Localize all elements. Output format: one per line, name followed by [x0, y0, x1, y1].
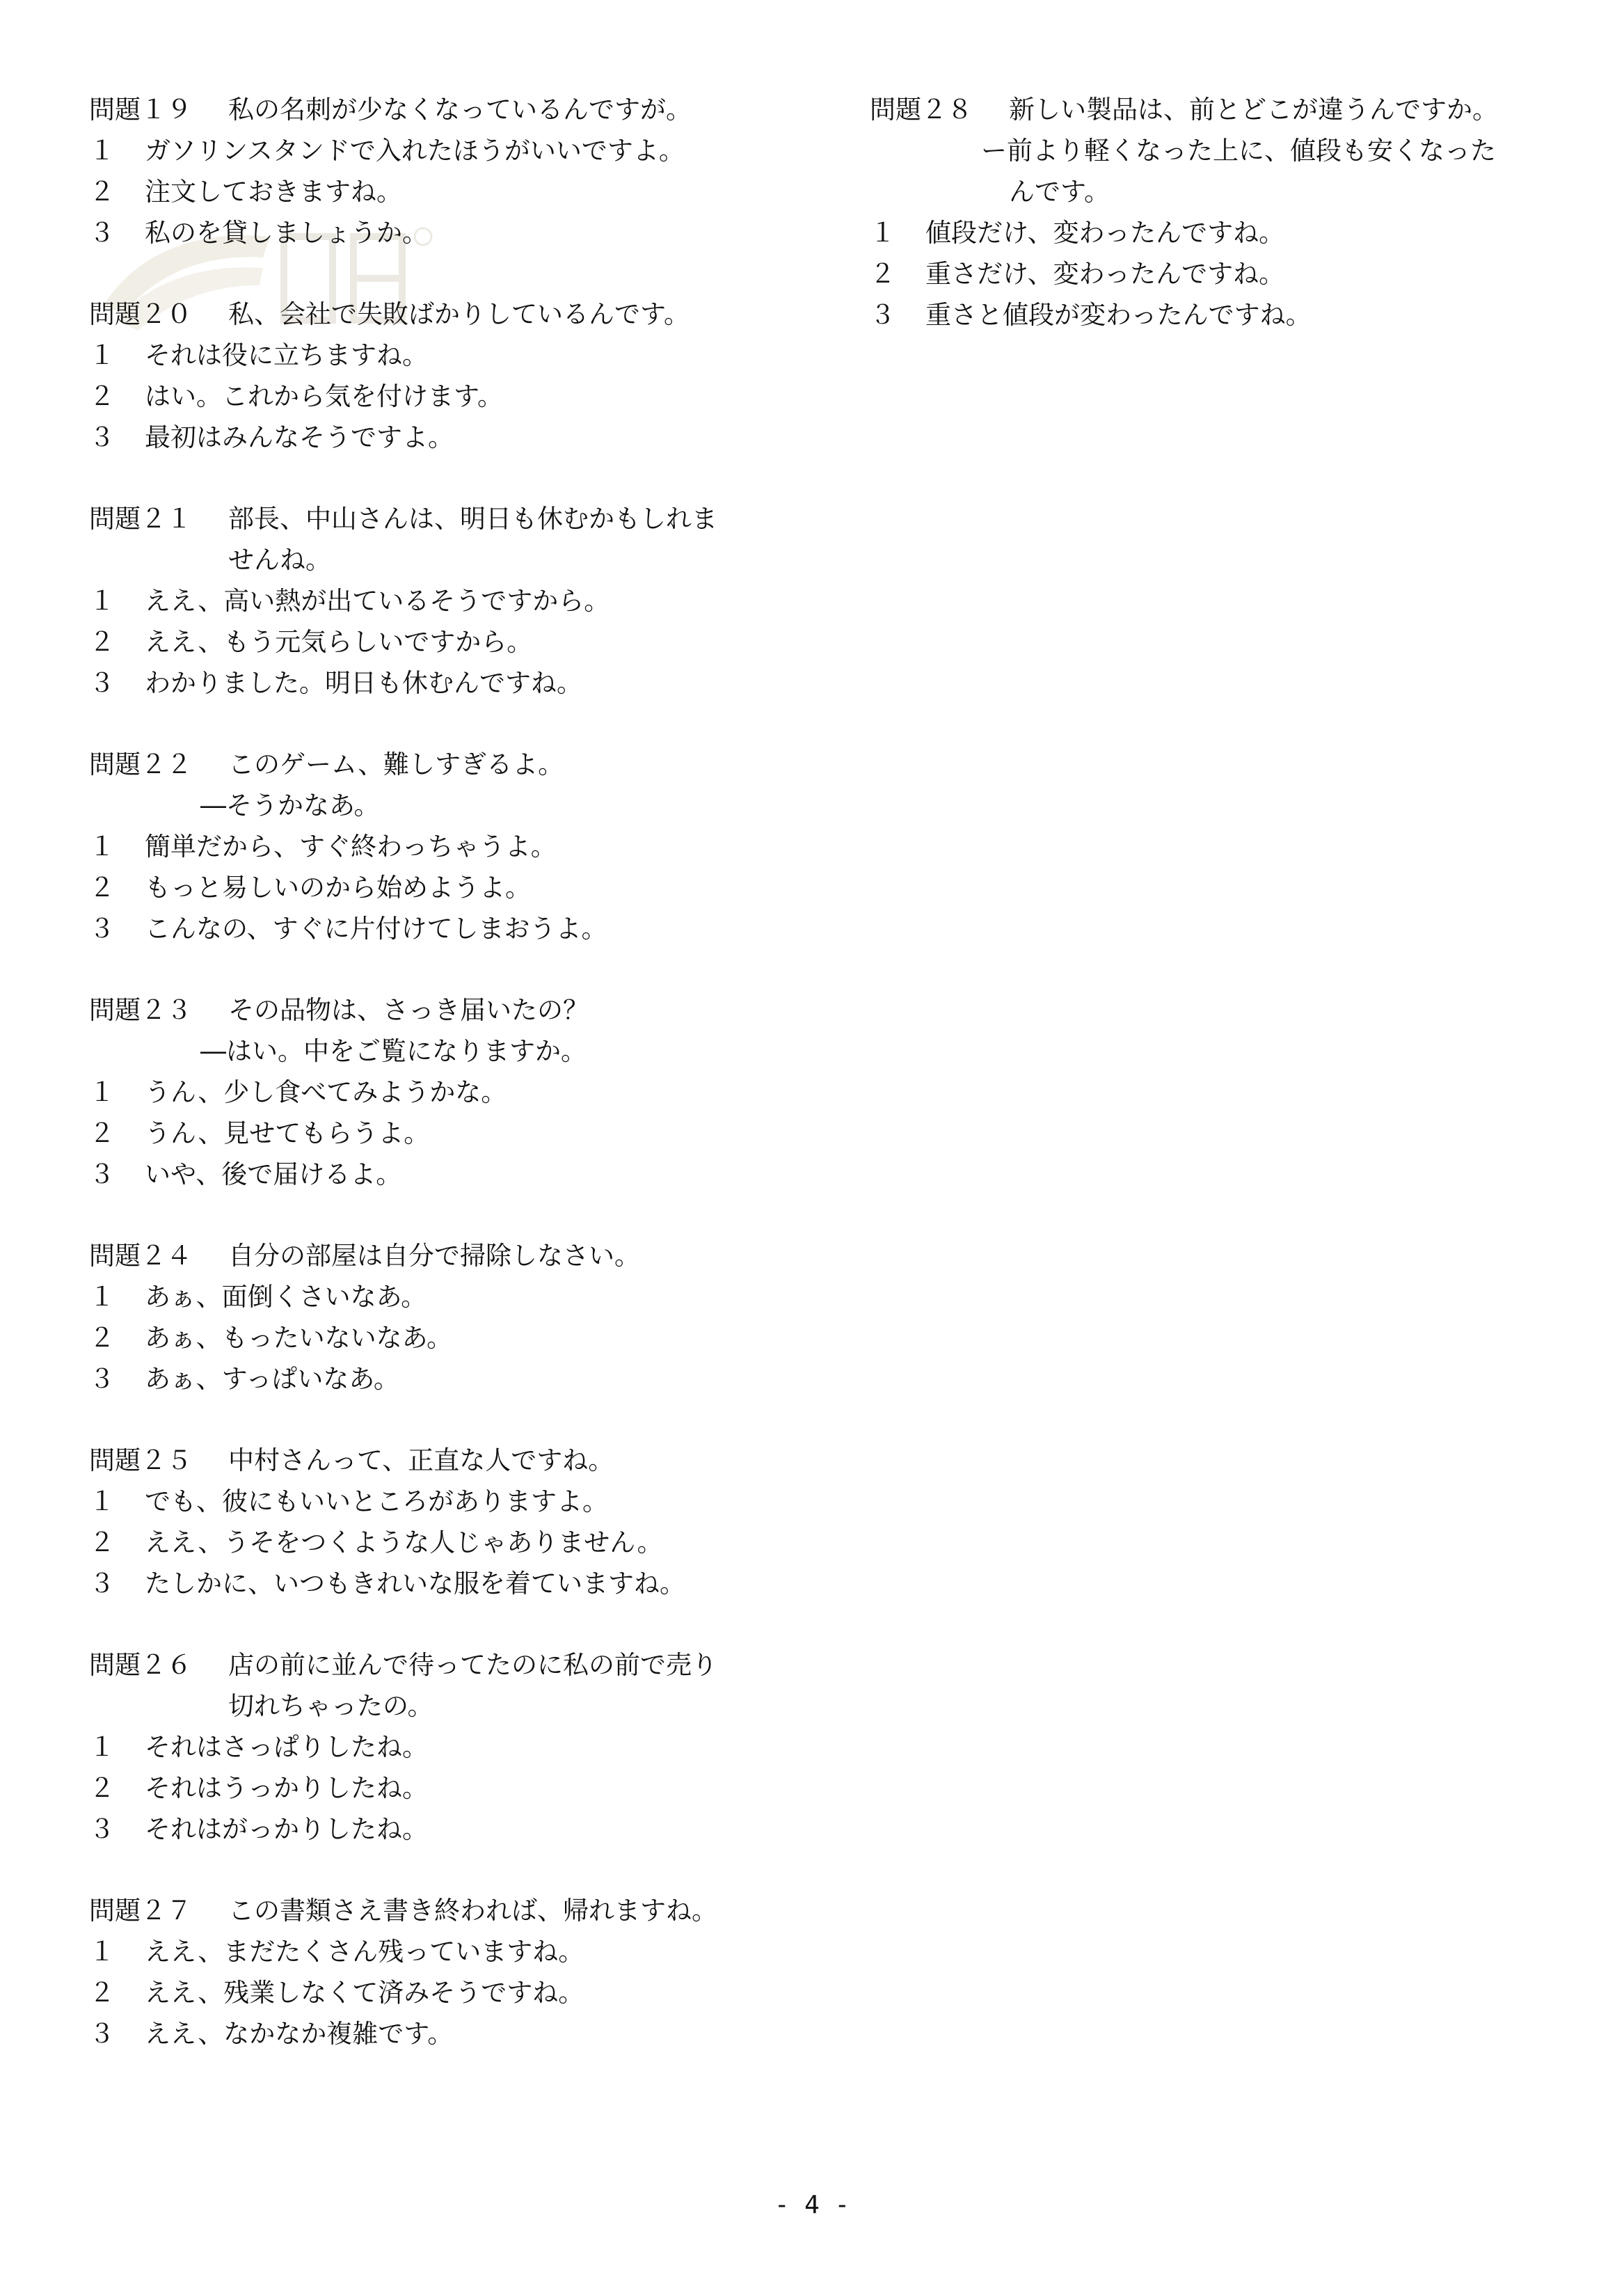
option-3: ３ それはがっかりしたね。: [89, 1814, 428, 1844]
option-2: ２ ええ、残業しなくて済みそうですね。: [89, 1978, 584, 2008]
question-text: 新しい製品は、前とどこが違うんですか。: [1009, 95, 1498, 125]
question-21: [89, 498, 785, 704]
question-text: このゲーム、難しすぎるよ。: [228, 749, 564, 779]
question-text-continued: せんね。: [228, 545, 331, 575]
question-text: 私の名刺が少なくなっているんですが。: [228, 95, 692, 125]
reply-text: ―そうかなあ。: [200, 791, 380, 820]
question-text: 部長、中山さんは、明日も休むかもしれま: [228, 504, 717, 534]
option-1: １ 値段だけ、変わったんですね。: [870, 218, 1285, 248]
question-label: 問題２８: [870, 95, 973, 125]
question-label: 問題２４: [89, 1241, 192, 1271]
question-label: 問題２７: [89, 1896, 192, 1926]
option-2: ２ もっと易しいのから始めようよ。: [89, 873, 531, 903]
question-label: 問題２１: [89, 504, 192, 534]
option-2: ２ 注文しておきますね。: [89, 177, 402, 207]
option-2: ２ ええ、うそをつくような人じゃありません。: [89, 1528, 663, 1557]
option-3: ３ わかりました。明日も休むんですね。: [89, 668, 582, 698]
question-text: この書類さえ書き終われば、帰れますね。: [228, 1896, 717, 1926]
question-label: 問題２０: [89, 299, 192, 329]
option-3: ３ 最初はみんなそうですよ。: [89, 422, 454, 452]
option-1: １ それはさっぱりしたね。: [89, 1732, 428, 1762]
option-1: １ ガソリンスタンドで入れたほうがいいですよ。: [89, 136, 685, 166]
question-22: [89, 744, 785, 949]
question-19: [89, 89, 785, 253]
option-3: ３ 重さと値段が変わったんですね。: [870, 300, 1312, 330]
option-1: １ うん、少し食べてみようかな。: [89, 1077, 507, 1107]
option-3: ３ あぁ、すっぱいなあ。: [89, 1364, 399, 1394]
question-text-continued: 切れちゃったの。: [228, 1691, 433, 1721]
option-1: １ ええ、高い熱が出ているそうですから。: [89, 586, 610, 616]
option-1: １ あぁ、面倒くさいなあ。: [89, 1282, 427, 1312]
reply-text-continued: んです。: [1009, 177, 1110, 207]
option-2: ２ それはうっかりしたね。: [89, 1773, 428, 1803]
option-3: ３ たしかに、いつもきれいな服を着ていますね。: [89, 1569, 685, 1598]
question-28: [870, 89, 1566, 335]
question-label: 問題２３: [89, 995, 192, 1025]
option-2: ２ はい。これから気を付けます。: [89, 381, 504, 411]
question-26: [89, 1644, 785, 1850]
question-24: [89, 1235, 785, 1399]
option-2: ２ うん、見せてもらうよ。: [89, 1118, 430, 1148]
option-1: １ でも、彼にもいいところがありますよ。: [89, 1486, 608, 1516]
reply-text: ―はい。中をご覧になりますか。: [200, 1036, 587, 1066]
option-1: １ それは役に立ちますね。: [89, 340, 428, 370]
option-3: ３ いや、後で届けるよ。: [89, 1159, 402, 1189]
option-3: ３ 私のを貸しましょうか。: [89, 218, 428, 248]
question-text: 中村さんって、正直な人ですね。: [228, 1445, 614, 1475]
option-3: ３ ええ、なかなか複雑です。: [89, 2019, 454, 2049]
question-20: [89, 294, 785, 458]
question-text: 自分の部屋は自分で掃除しなさい。: [228, 1241, 640, 1271]
page-number: - 4 -: [774, 2191, 850, 2219]
option-2: ２ ええ、もう元気らしいですから。: [89, 627, 533, 657]
question-text: その品物は、さっき届いたの？: [228, 995, 589, 1025]
question-label: 問題２６: [89, 1650, 192, 1680]
option-1: １ ええ、まだたくさん残っていますね。: [89, 1937, 584, 1967]
question-label: 問題２２: [89, 749, 192, 779]
question-23: [89, 990, 785, 1195]
question-label: 問題２５: [89, 1445, 192, 1475]
question-label: 問題１９: [89, 95, 192, 125]
option-2: ２ 重さだけ、変わったんですね。: [870, 259, 1285, 289]
question-text: 私、会社で失敗ばかりしているんです。: [228, 299, 690, 329]
reply-text: ー前より軽くなった上に、値段も安くなった: [981, 136, 1496, 166]
option-2: ２ あぁ、もったいないなあ。: [89, 1323, 453, 1353]
question-text: 店の前に並んで待ってたのに私の前で売り: [228, 1650, 717, 1680]
option-3: ３ こんなの、すぐに片付けてしまおうよ。: [89, 914, 607, 944]
question-27: [89, 1890, 785, 2054]
right-column: [870, 89, 1566, 376]
left-column: [89, 89, 785, 2095]
question-25: [89, 1440, 785, 1604]
option-1: １ 簡単だから、すぐ終わっちゃうよ。: [89, 832, 557, 862]
